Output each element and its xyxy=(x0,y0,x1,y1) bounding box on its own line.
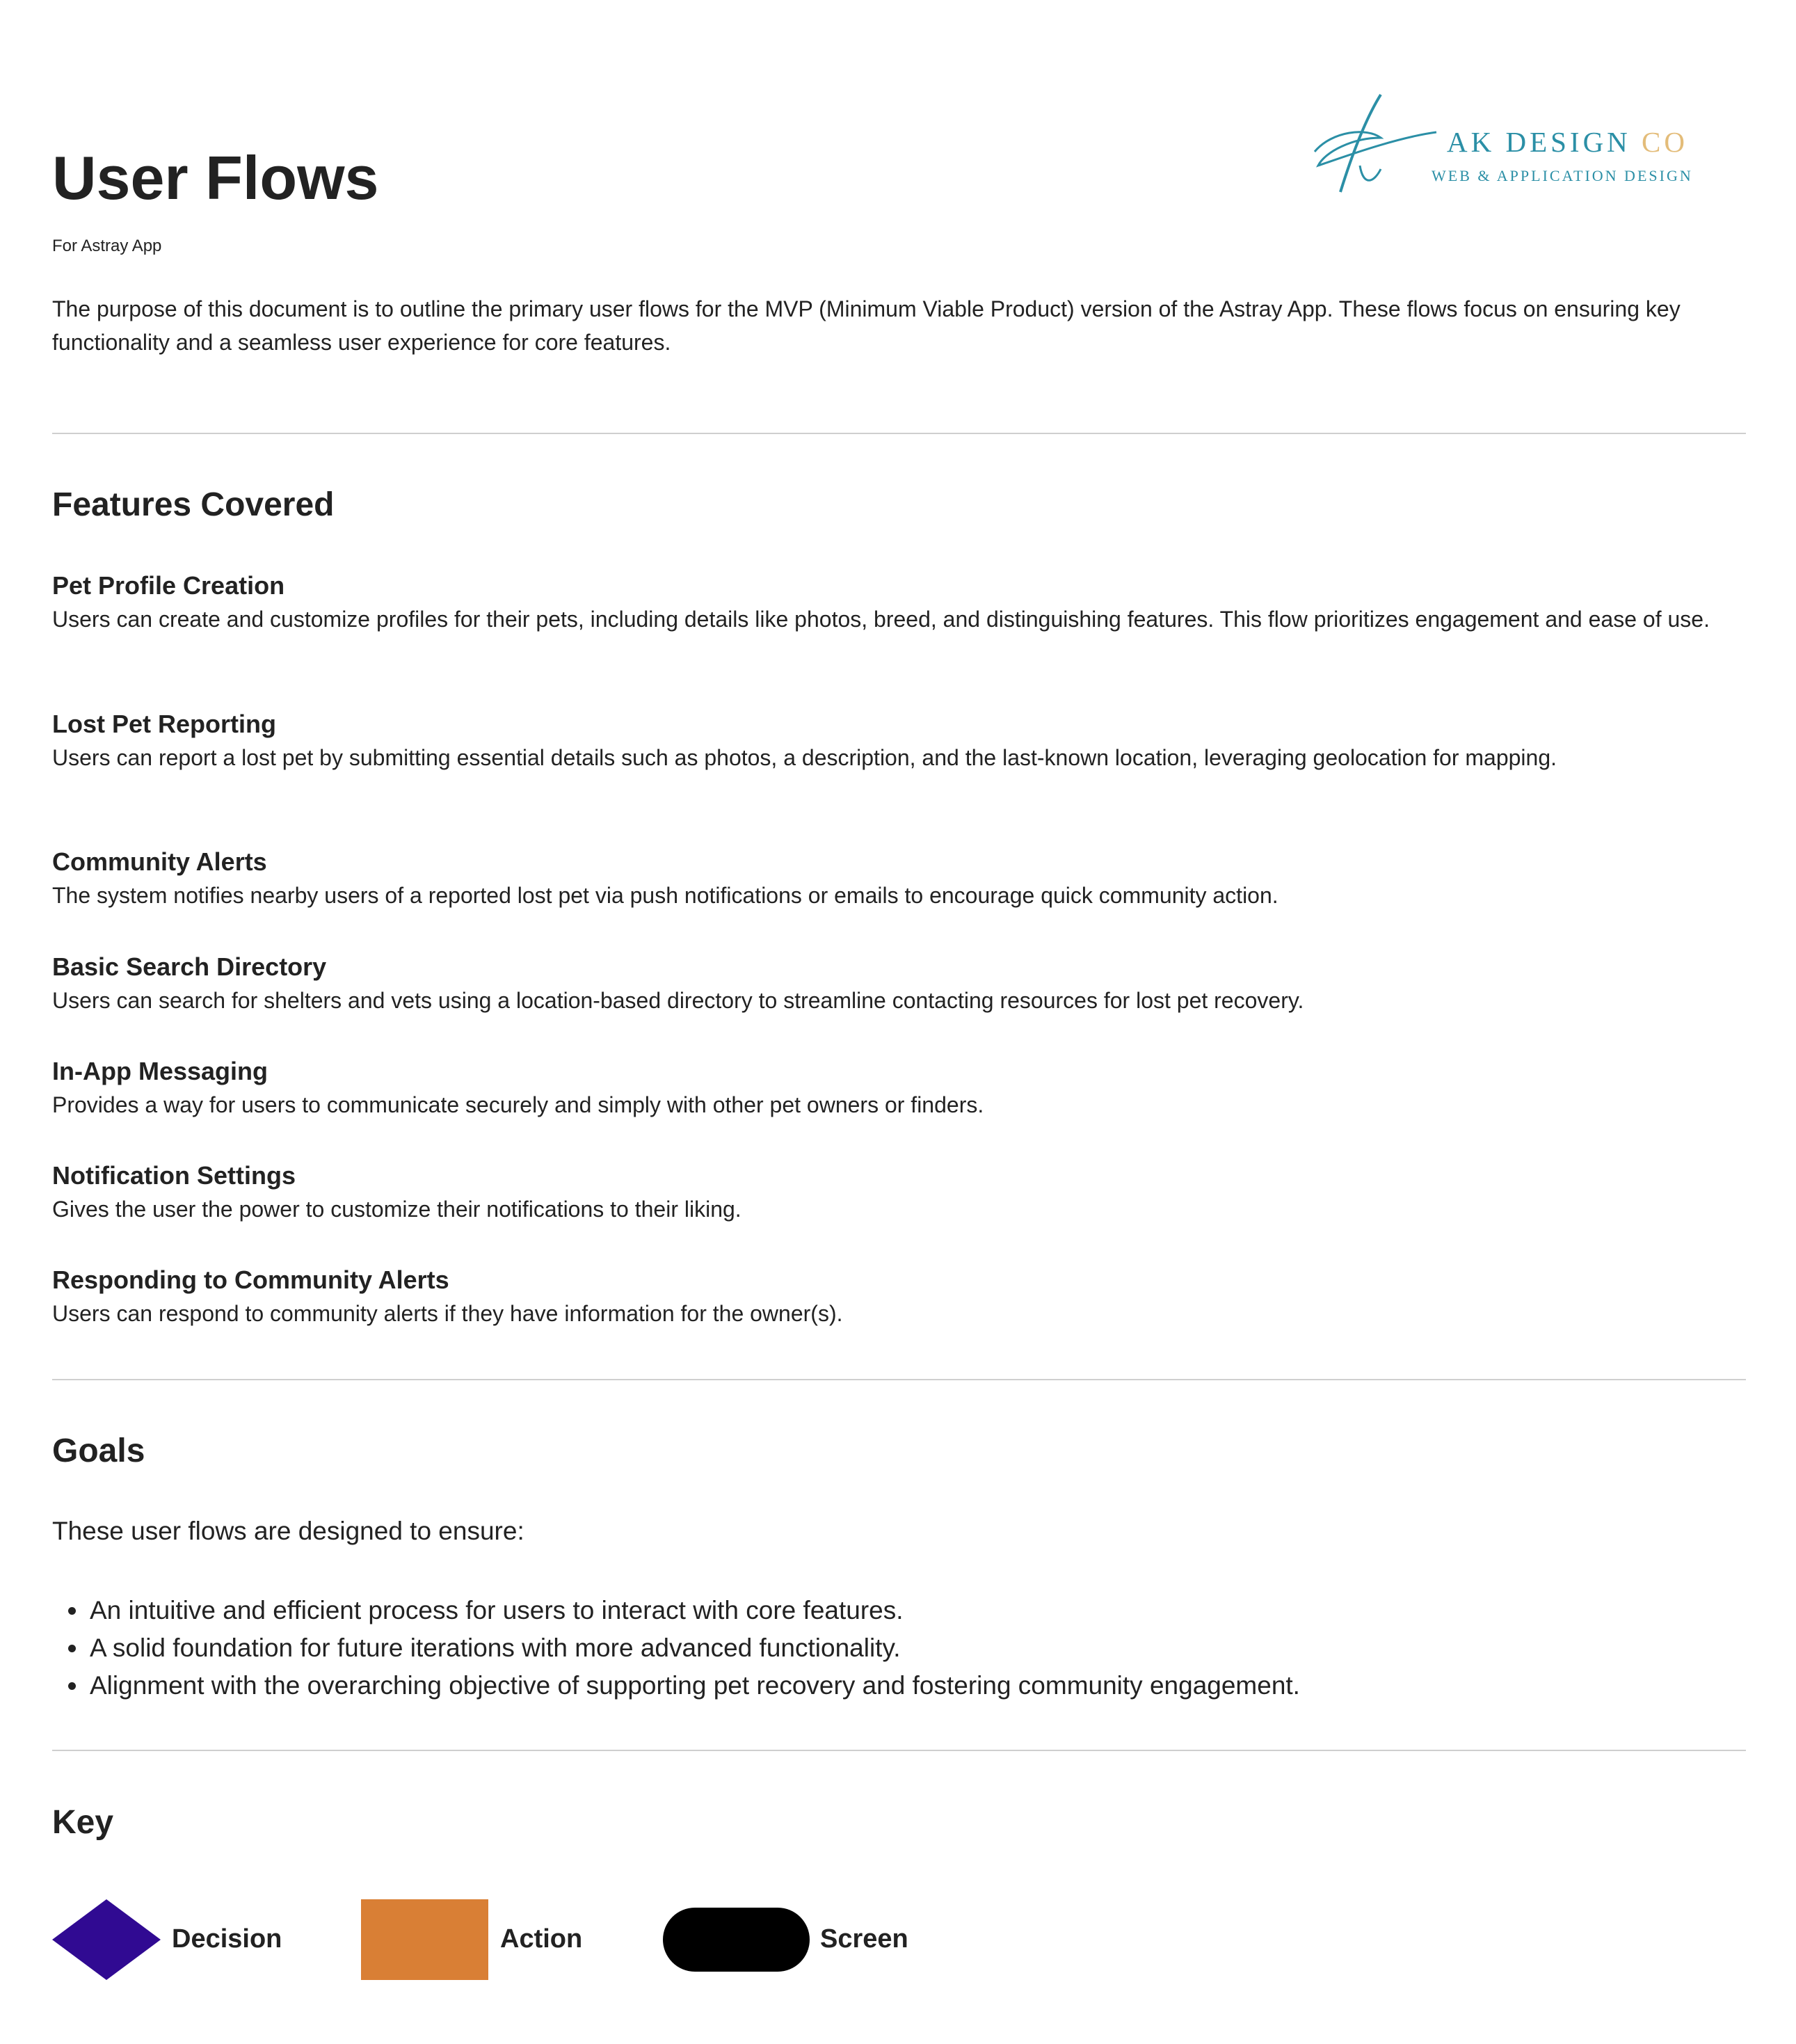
goals-intro: These user flows are designed to ensure: xyxy=(52,1517,524,1545)
page-subtitle: For Astray App xyxy=(52,237,162,255)
section-divider xyxy=(52,433,1746,434)
features-heading: Features Covered xyxy=(52,486,335,523)
feature-name: Pet Profile Creation xyxy=(52,571,285,600)
feature-item xyxy=(52,1263,1746,1330)
brand-logo xyxy=(1311,89,1701,200)
feature-item xyxy=(52,1055,1746,1121)
key-item-screen xyxy=(663,1899,941,1980)
feature-name: Lost Pet Reporting xyxy=(52,710,276,738)
feature-name: Basic Search Directory xyxy=(52,952,327,981)
decision-shape xyxy=(52,1899,161,1980)
list-item: • An intuitive and efficient process for users to interact with core features. xyxy=(88,1592,1300,1629)
logo-tagline: WEB & APPLICATION DESIGN xyxy=(1432,167,1693,184)
key-label: Decision xyxy=(172,1924,282,1954)
key-item-action xyxy=(361,1899,639,1980)
goals-list xyxy=(52,1592,1300,1704)
feature-name: In-App Messaging xyxy=(52,1057,268,1085)
key-label: Action xyxy=(500,1924,583,1954)
feature-description: Users can respond to community alerts if they have information for the owner(s). xyxy=(52,1301,843,1326)
screen-shape xyxy=(663,1908,810,1972)
logo-wordmark: AK DESIGN CO xyxy=(1447,126,1689,158)
section-divider xyxy=(52,1379,1746,1380)
list-item: • A solid foundation for future iterations with more advanced functionality. xyxy=(88,1629,1300,1667)
feature-name: Responding to Community Alerts xyxy=(52,1265,449,1294)
feature-description: The system notifies nearby users of a reported lost pet via push notifications or emails to encourage quick community action. xyxy=(52,883,1278,908)
key-label: Screen xyxy=(820,1924,908,1954)
intro-paragraph: The purpose of this document is to outline the primary user flows for the MVP (Minimum Viable Product) version of the Astray App. These flows focus on ensuring key functionality and a seamless user experience for core features. xyxy=(52,296,1681,355)
action-shape xyxy=(361,1899,488,1980)
feature-description: Users can create and customize profiles for their pets, including details like photos, breed, and distinguishing features. This flow prioritizes engagement and ease of use. xyxy=(52,607,1710,632)
feature-description: Users can report a lost pet by submitting essential details such as photos, a description, and the last-known location, leveraging geolocation for mapping. xyxy=(52,745,1557,770)
feature-description: Provides a way for users to communicate securely and simply with other pet owners or finders. xyxy=(52,1092,984,1117)
feature-item xyxy=(52,569,1746,636)
goals-heading: Goals xyxy=(52,1432,145,1469)
decision-diamond-icon xyxy=(52,1899,161,1980)
feature-name: Community Alerts xyxy=(52,847,267,876)
screen-pill-icon xyxy=(663,1899,810,1980)
feature-description: Users can search for shelters and vets using a location-based directory to streamline contacting resources for lost pet recovery. xyxy=(52,988,1304,1013)
feature-item xyxy=(52,950,1746,1017)
section-divider xyxy=(52,1750,1746,1751)
feature-item xyxy=(52,1159,1746,1226)
feature-item xyxy=(52,845,1746,912)
feature-item xyxy=(52,708,1746,774)
feature-description: Gives the user the power to customize their notifications to their liking. xyxy=(52,1197,741,1222)
page-title: User Flows xyxy=(52,143,379,212)
list-item: • Alignment with the overarching objective of supporting pet recovery and fostering community engagement. xyxy=(88,1667,1300,1704)
feature-name: Notification Settings xyxy=(52,1161,296,1190)
signature-monogram-icon xyxy=(1311,89,1443,200)
key-item-decision xyxy=(52,1899,330,1980)
action-rectangle-icon xyxy=(361,1899,488,1980)
key-heading: Key xyxy=(52,1804,114,1841)
